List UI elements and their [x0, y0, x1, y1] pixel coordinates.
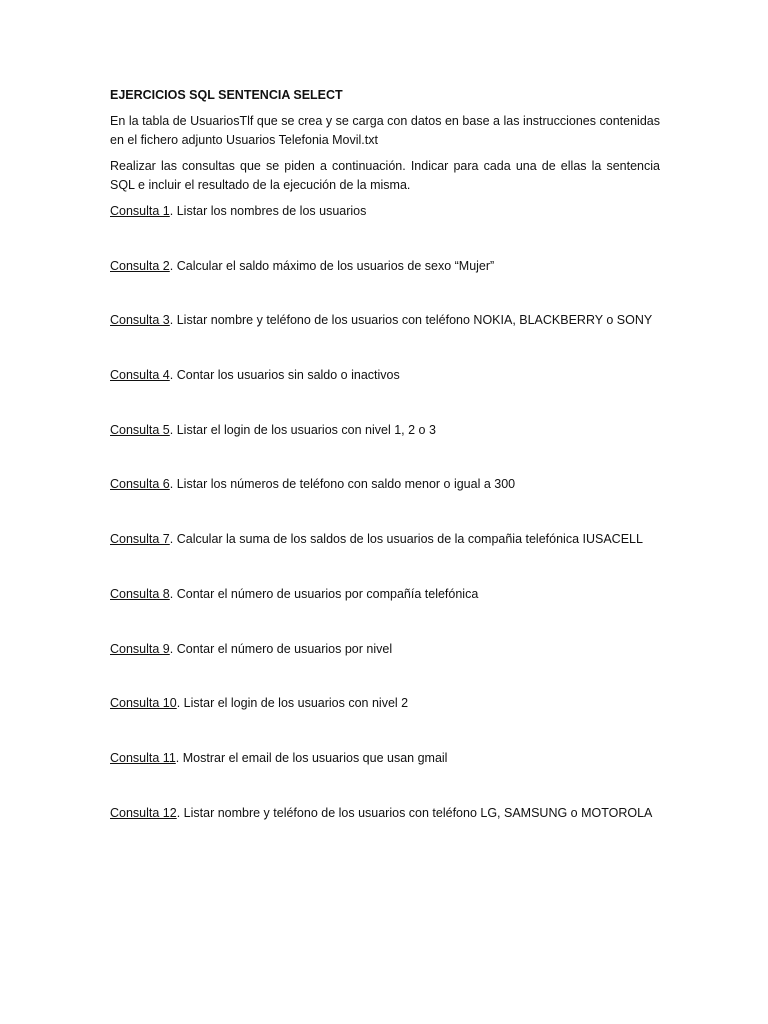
consulta-label: Consulta 11 — [110, 750, 176, 765]
consulta-item-3 — [110, 311, 660, 366]
consulta-text: . Mostrar el email de los usuarios que usan gmail — [175, 750, 448, 765]
consulta-label: Consulta 3 — [110, 313, 170, 328]
document-title: EJERCICIOS SQL SENTENCIA SELECT — [110, 88, 343, 102]
consulta-text: . Contar los usuarios sin saldo o inactivos — [169, 368, 400, 383]
document-page — [110, 86, 660, 858]
consulta-label: Consulta 6 — [110, 477, 170, 492]
consulta-item-12 — [110, 804, 660, 859]
consulta-text: . Calcular el saldo máximo de los usuarios de sexo “Mujer” — [169, 258, 495, 273]
consulta-label: Consulta 9 — [110, 641, 170, 656]
consulta-item-5 — [110, 421, 660, 476]
consulta-label: Consulta 7 — [110, 532, 170, 547]
consulta-label: Consulta 5 — [110, 422, 170, 437]
consulta-list — [110, 202, 660, 858]
consulta-item-8 — [110, 585, 660, 640]
consulta-item-11 — [110, 749, 660, 804]
consulta-text: . Contar el número de usuarios por nivel — [169, 641, 393, 656]
consulta-item-7 — [110, 530, 660, 585]
consulta-item-1 — [110, 202, 660, 257]
consulta-item-2 — [110, 257, 660, 312]
consulta-text: . Listar nombre y teléfono de los usuarios con teléfono LG, SAMSUNG o MOTOROLA — [176, 805, 653, 820]
consulta-label: Consulta 4 — [110, 368, 170, 383]
consulta-text: . Listar los nombres de los usuarios — [169, 204, 367, 218]
consulta-label: Consulta 1 — [110, 204, 170, 218]
intro-paragraph-2: Realizar las consultas que se piden a continuación. Indicar para cada una de ellas la sentencia SQL e incluir el resultado de la ejecución de la misma. — [110, 159, 660, 192]
consulta-text: . Listar los números de teléfono con saldo menor o igual a 300 — [169, 477, 516, 492]
consulta-text: . Contar el número de usuarios por compañía telefónica — [169, 586, 479, 601]
consulta-item-6 — [110, 475, 660, 530]
consulta-text: . Listar nombre y teléfono de los usuarios con teléfono NOKIA, BLACKBERRY o SONY — [169, 313, 653, 328]
consulta-text: . Listar el login de los usuarios con nivel 2 — [176, 696, 409, 711]
consulta-label: Consulta 12 — [110, 805, 177, 820]
consulta-item-9 — [110, 640, 660, 695]
consulta-item-4 — [110, 366, 660, 421]
consulta-label: Consulta 8 — [110, 586, 170, 601]
consulta-text: . Calcular la suma de los saldos de los usuarios de la compañia telefónica IUSACELL — [169, 532, 643, 547]
consulta-label: Consulta 2 — [110, 258, 170, 273]
consulta-text: . Listar el login de los usuarios con nivel 1, 2 o 3 — [169, 422, 436, 437]
consulta-label: Consulta 10 — [110, 696, 177, 711]
consulta-item-10 — [110, 694, 660, 749]
intro-paragraph-1: En la tabla de UsuariosTlf que se crea y se carga con datos en base a las instrucciones contenidas en el fichero adjunto Usuarios Telefonia Movil.txt — [110, 114, 660, 147]
